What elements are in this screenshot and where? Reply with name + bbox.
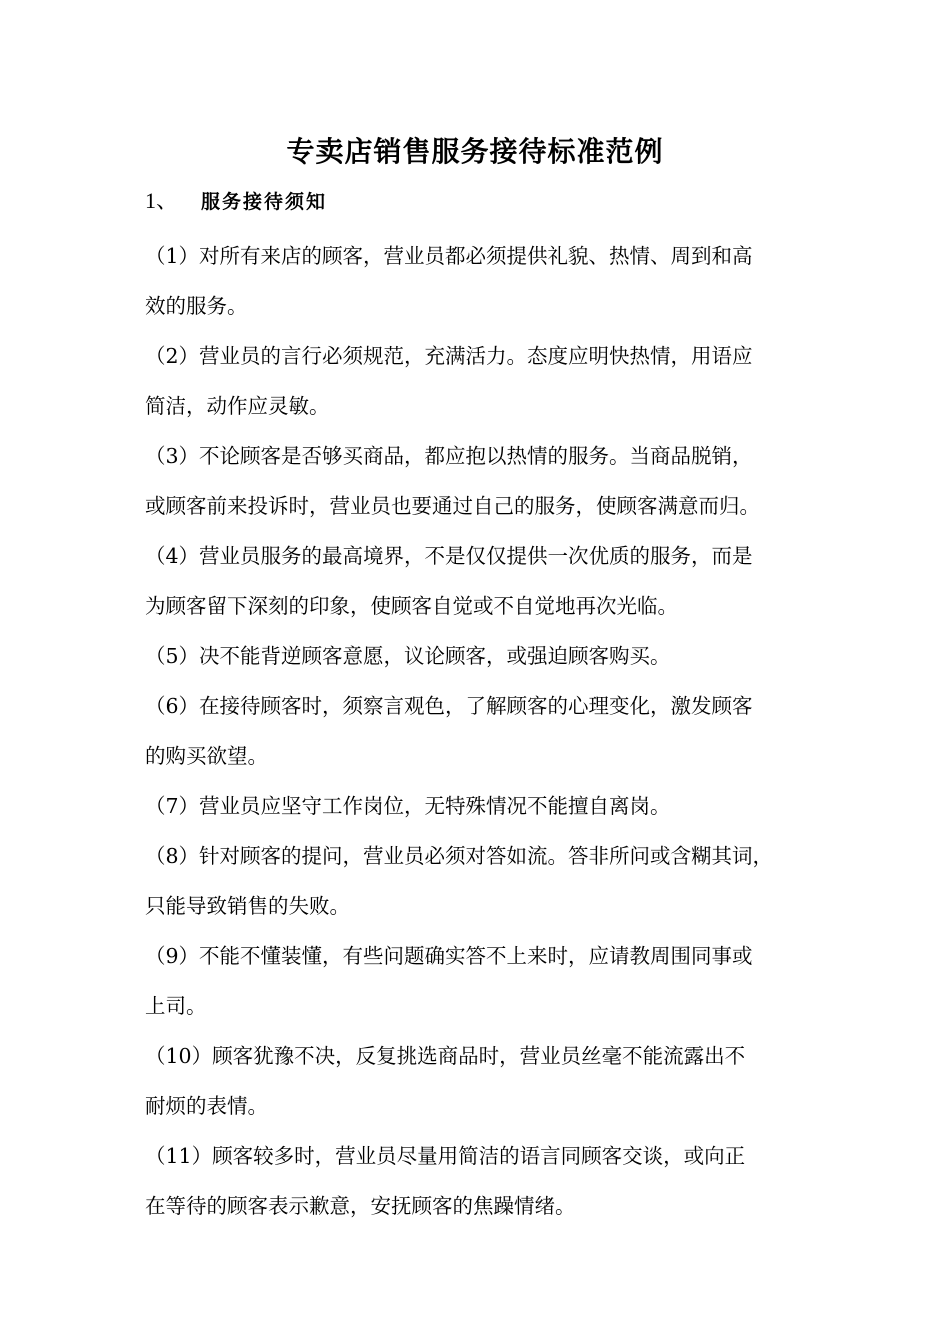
guideline-item-10	[145, 1031, 815, 1131]
guideline-line: 耐烦的表情。	[145, 1094, 268, 1118]
document-title: 专卖店销售服务接待标准范例	[286, 135, 664, 168]
guideline-line: 效的服务。	[145, 294, 248, 318]
guideline-item-3	[145, 431, 815, 531]
guideline-line: （5）决不能背逆顾客意愿，议论顾客，或强迫顾客购买。	[145, 644, 671, 668]
guideline-line: 为顾客留下深刻的印象，使顾客自觉或不自觉地再次光临。	[145, 594, 678, 618]
guideline-list	[145, 231, 815, 1231]
guideline-item-9	[145, 931, 815, 1031]
section-number: 1、	[145, 188, 179, 213]
guideline-line: 在等待的顾客表示歉意，安抚顾客的焦躁情绪。	[145, 1194, 576, 1218]
guideline-item-6	[145, 681, 815, 781]
guideline-item-5	[145, 631, 815, 681]
guideline-line: （2）营业员的言行必须规范，充满活力。态度应明快热情，用语应	[145, 344, 753, 368]
guideline-line: 只能导致销售的失败。	[145, 894, 350, 918]
guideline-line: （3）不论顾客是否够买商品，都应抱以热情的服务。当商品脱销，	[145, 444, 753, 468]
guideline-line: （8）针对顾客的提问，营业员必须对答如流。答非所问或含糊其词，	[145, 844, 774, 868]
guideline-line: 或顾客前来投诉时，营业员也要通过自己的服务，使顾客满意而归。	[145, 494, 760, 518]
guideline-line: （4）营业员服务的最高境界，不是仅仅提供一次优质的服务，而是	[145, 544, 753, 568]
guideline-item-2	[145, 331, 815, 431]
guideline-line: （9）不能不懂装懂，有些问题确实答不上来时，应请教周围同事或	[145, 944, 753, 968]
guideline-line: （6）在接待顾客时，须察言观色，了解顾客的心理变化，激发顾客	[145, 694, 753, 718]
guideline-item-1	[145, 231, 815, 331]
guideline-line: 上司。	[145, 994, 207, 1018]
guideline-line: （7）营业员应坚守工作岗位，无特殊情况不能擅自离岗。	[145, 794, 671, 818]
guideline-line: （10）顾客犹豫不决，反复挑选商品时，营业员丝毫不能流露出不	[145, 1044, 746, 1068]
guideline-line: （1）对所有来店的顾客，营业员都必须提供礼貌、热情、周到和高	[145, 244, 753, 268]
guideline-item-7	[145, 781, 815, 831]
guideline-line: 简洁，动作应灵敏。	[145, 394, 330, 418]
guideline-item-11	[145, 1131, 815, 1231]
section-heading	[145, 186, 327, 216]
section-heading-text: 服务接待须知	[201, 191, 328, 213]
guideline-line: 的购买欲望。	[145, 744, 268, 768]
guideline-item-8	[145, 831, 815, 931]
guideline-item-4	[145, 531, 815, 631]
guideline-line: （11）顾客较多时，营业员尽量用简洁的语言同顾客交谈，或向正	[145, 1144, 746, 1168]
